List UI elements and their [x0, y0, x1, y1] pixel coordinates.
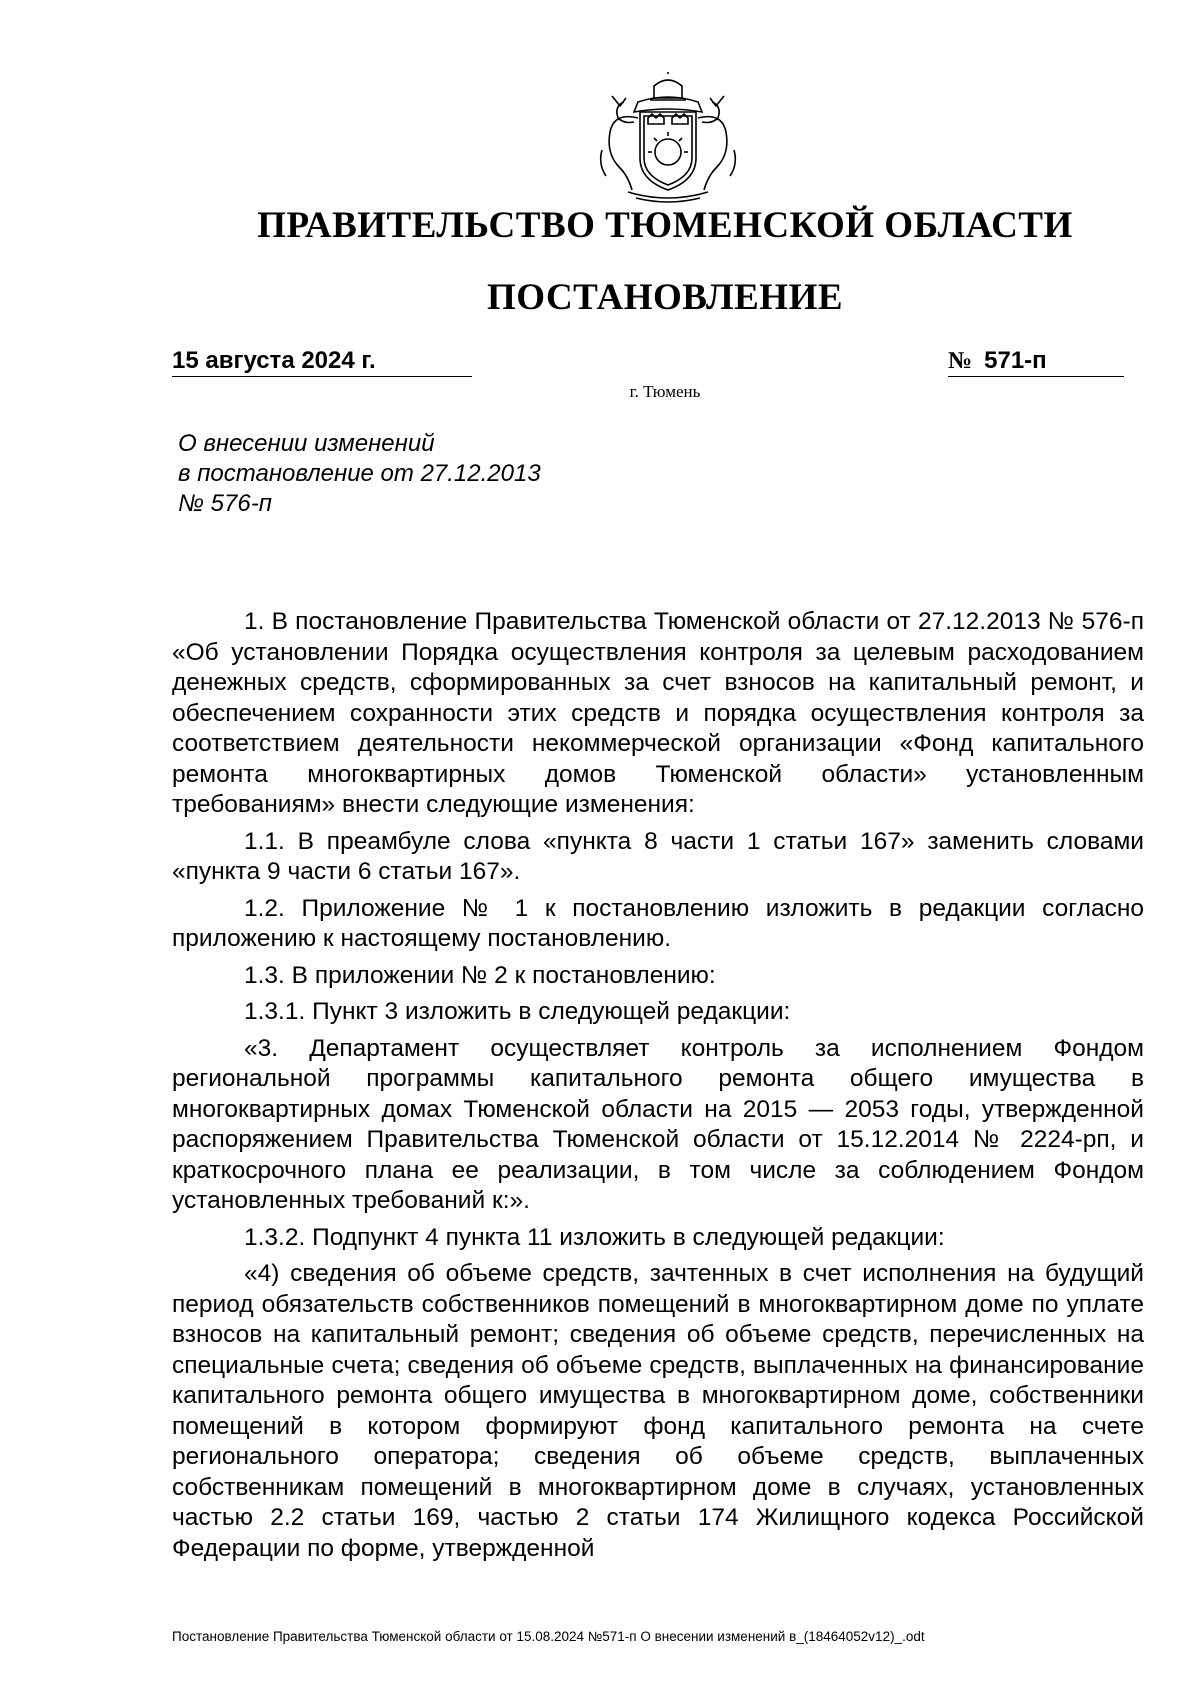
page-footer: Постановление Правительства Тюменской области от 15.08.2024 №571-п О внесении изменений в_(18464052v12)_.odt: [172, 1629, 925, 1644]
body-paragraph: 1.3.1. Пункт 3 изложить в следующей редакции:: [244, 998, 791, 1025]
subject-line: № 576-п: [178, 490, 272, 517]
organization-title: ПРАВИТЕЛЬСТВО ТЮМЕНСКОЙ ОБЛАСТИ: [257, 205, 1073, 246]
body-paragraph: 1.3.2. Подпункт 4 пункта 11 изложить в следующей редакции:: [244, 1223, 945, 1251]
body-paragraph: 1.2. Приложение № 1 к постановлению изложить в редакции согласно приложению к настоящему постановлению.: [172, 894, 1144, 952]
body-paragraph: 1.1. В преамбуле слова «пункта 8 части 1 статьи 167» заменить словами «пункта 9 части 6 статьи 167».: [172, 827, 1144, 885]
document-number-field: [948, 346, 1124, 377]
body-paragraph: «3. Департамент осуществляет контроль за исполнением Фондом региональной программы капитального ремонта общего имущества в многоквартирных домах Тюменской области на 2015 — 2053 годы, утвержденной распоряжением Правительства Тюменской области от 15.12.2014 № 2224-рп, и краткосрочного плана ее реализации, в том числе за соблюдением Фондом установленных требований к:».: [172, 1034, 1144, 1214]
number-sign: №: [948, 348, 973, 374]
document-number: 571-п: [984, 347, 1047, 374]
document-subject: [178, 429, 678, 519]
document-date: 15 августа 2024 г.: [172, 346, 472, 377]
document-city: г. Тюмень: [629, 382, 701, 401]
body-paragraph: 1. В постановление Правительства Тюменской области от 27.12.2013 № 576-п «Об установлении Порядка осуществления контроля за целевым расходованием денежных средств, сформированных за счет взносов на капитальный ремонт, и обеспечением сохранности этих средств и порядка осуществления контроля за соответствием деятельности некоммерческой организации «Фонд капитального ремонта многоквартирных домов Тюменской области» установленным требованиям» внести следующие изменения:: [172, 608, 1144, 818]
subject-line: в постановление от 27.12.2013: [178, 460, 541, 487]
coat-of-arms-icon: [584, 72, 752, 204]
document-body: [172, 607, 1144, 1570]
body-paragraph: «4) сведения об объеме средств, зачтенных в счет исполнения на будущий период обязательств собственников помещений в многоквартирном доме по уплате взносов на капитальный ремонт; сведения об объеме средств, перечисленных на специальные счета; сведения об объеме средств, выплаченных на финансирование капитального ремонта общего имущества в многоквартирном доме, собственники помещений в котором формируют фонд капитального ремонта на счете регионального оператора; сведения об объеме средств, выплаченных собственникам помещений в многоквартирном доме в случаях, установленных частью 2.2 статьи 169, частью 2 статьи 174 Жилищного кодекса Российской Федерации по форме, утвержденной: [172, 1260, 1144, 1562]
body-paragraph: 1.3. В приложении № 2 к постановлению:: [244, 961, 716, 989]
subject-line: О внесении изменений: [178, 430, 435, 457]
document-type-title: ПОСТАНОВЛЕНИЕ: [486, 277, 844, 318]
